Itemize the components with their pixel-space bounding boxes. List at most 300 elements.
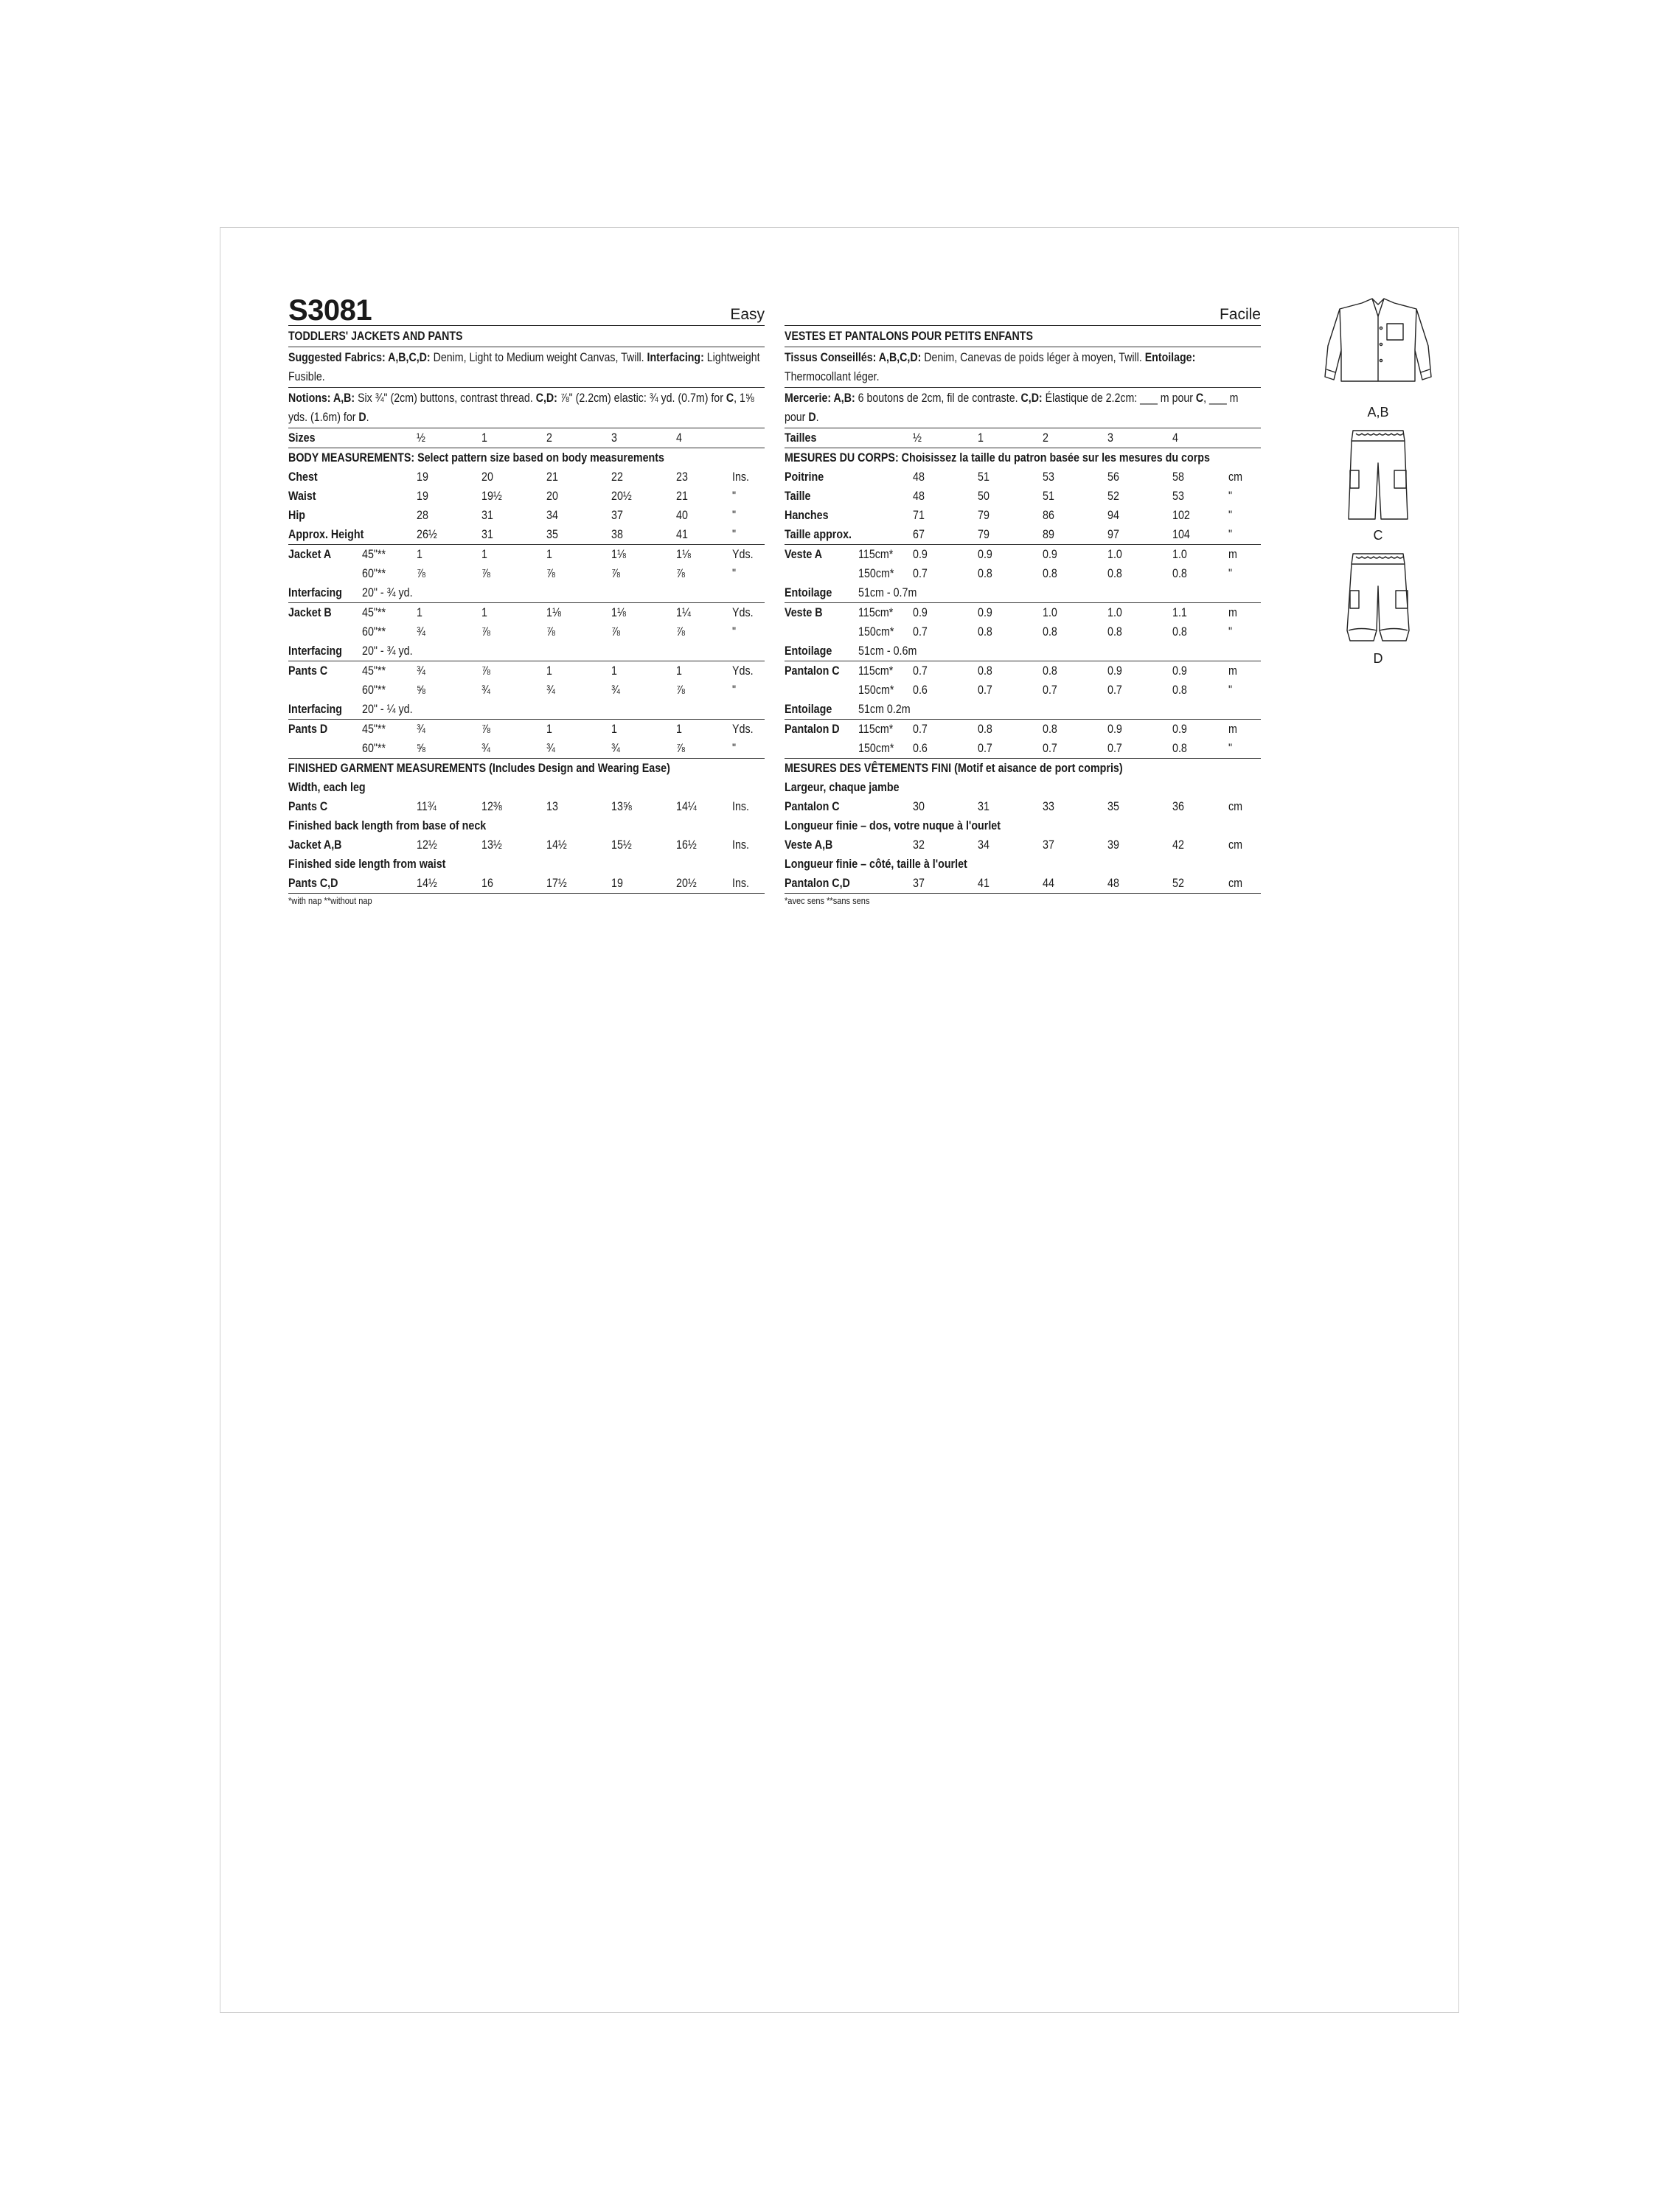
- fabric-width: 115cm*: [858, 722, 894, 736]
- yardage-value: 0.7: [978, 683, 992, 697]
- yardage-value: 0.7: [913, 566, 928, 580]
- yardage-value: 0.9: [1043, 547, 1057, 561]
- notions-label: Notions: A,B:: [288, 392, 355, 405]
- measurement-value: 37: [611, 508, 623, 522]
- notions-text: .: [815, 411, 819, 424]
- yardage-row: [785, 564, 1261, 583]
- measurement-value: 16: [481, 874, 546, 894]
- yardage-value: ¾: [417, 664, 425, 678]
- yardage-value: 1: [417, 605, 422, 619]
- row-label: Hip: [288, 508, 306, 522]
- measurement-table-en: [288, 428, 765, 894]
- yardage-value: 1: [546, 722, 552, 736]
- pants-c-drawing: [1304, 425, 1452, 524]
- notions-text: Six ¾" (2cm) buttons, contrast thread.: [355, 392, 536, 405]
- view-label: Veste A: [785, 547, 823, 561]
- measurement-value: 56: [1107, 470, 1119, 484]
- yardage-value: 0.8: [1172, 625, 1187, 639]
- yardage-value: ⅞: [481, 722, 490, 736]
- unit-label: ": [1228, 739, 1261, 759]
- yardage-value: 0.8: [978, 566, 992, 580]
- pattern-back-sheet: [220, 227, 1459, 2013]
- finished-measurements-heading: FINISHED GARMENT MEASUREMENTS (Includes Design and Wearing Ease): [288, 761, 670, 775]
- row-label: Veste A,B: [785, 838, 833, 852]
- yardage-value: 0.9: [978, 605, 992, 619]
- yardage-value: 0.8: [1043, 625, 1057, 639]
- notions-view-c: C: [1195, 392, 1204, 405]
- sizes-row: [288, 428, 765, 448]
- measurement-value: 16½: [676, 838, 697, 852]
- yardage-value: 0.8: [1043, 722, 1057, 736]
- yardage-value: 0.8: [1107, 566, 1122, 580]
- garment-title: TODDLERS' JACKETS AND PANTS: [288, 330, 463, 343]
- measurement-value: 102: [1172, 508, 1190, 522]
- finished-subheading: [288, 778, 765, 797]
- yardage-value: 1: [546, 547, 552, 561]
- yardage-value: 1: [676, 664, 682, 678]
- yardage-value: 0.7: [1107, 739, 1172, 759]
- finished-subheading: [288, 816, 765, 835]
- unit-label: ": [1228, 489, 1233, 503]
- yardage-row: [288, 622, 765, 641]
- fabrics-label: Suggested Fabrics: A,B,C,D:: [288, 351, 431, 364]
- measurement-value: 51: [1043, 489, 1054, 503]
- row-label: Poitrine: [785, 470, 824, 484]
- size-header: 4: [676, 428, 732, 448]
- section-heading: [288, 759, 765, 779]
- finished-subheading: Width, each leg: [288, 780, 366, 794]
- measurement-value: 41: [676, 525, 732, 545]
- measurement-value: 19½: [481, 489, 502, 503]
- view-label: Pantalon C: [785, 664, 840, 678]
- finished-row: [288, 797, 765, 816]
- yardage-row: [785, 545, 1261, 565]
- yardage-value: ⅞: [481, 625, 490, 639]
- measurement-value: 48: [913, 489, 925, 503]
- body-measurement-row: [288, 467, 765, 487]
- title-block-fr: [785, 326, 1261, 347]
- yardage-row: [785, 681, 1261, 700]
- measurement-value: 42: [1172, 838, 1184, 852]
- yardage-row: [288, 661, 765, 681]
- yardage-value: 0.7: [1043, 683, 1057, 697]
- unit-label: Yds.: [732, 664, 754, 678]
- measurement-value: 58: [1172, 470, 1184, 484]
- technical-drawings: [1304, 287, 1452, 667]
- fabric-width: 60"**: [362, 739, 417, 759]
- measurement-value: 31: [481, 525, 546, 545]
- interfacing-label: Interfacing: [288, 700, 362, 720]
- fabrics-block-fr: [785, 347, 1261, 388]
- measurement-value: 20½: [611, 489, 632, 503]
- size-header: ½: [913, 428, 978, 448]
- yardage-value: 1⅛: [611, 605, 626, 619]
- finished-row: [288, 874, 765, 894]
- finished-subheading: [785, 855, 1261, 874]
- yardage-value: ⅞: [611, 566, 620, 580]
- yardage-value: ¾: [611, 683, 620, 697]
- measurement-value: 34: [546, 508, 558, 522]
- interfacing-label: Entoilage: [785, 583, 858, 603]
- yardage-value: 0.9: [978, 547, 992, 561]
- size-header: 1: [978, 428, 1043, 448]
- yardage-row: [785, 622, 1261, 641]
- finished-row: [785, 835, 1261, 855]
- yardage-value: 0.8: [1172, 566, 1187, 580]
- yardage-value: 0.6: [913, 683, 928, 697]
- finished-subheading: [785, 816, 1261, 835]
- yardage-value: ¾: [546, 739, 611, 759]
- yardage-value: 1: [481, 605, 487, 619]
- notions-view-d: D: [808, 411, 816, 424]
- measurement-value: 86: [1043, 508, 1054, 522]
- measurement-value: 13½: [481, 838, 502, 852]
- fabrics-block-en: [288, 347, 765, 388]
- interfacing-text: Lightweight Fusible.: [288, 351, 760, 383]
- interfacing-row: [288, 583, 765, 603]
- size-header: 2: [1043, 428, 1107, 448]
- yardage-value: 0.7: [913, 625, 928, 639]
- body-measurement-row: [288, 525, 765, 545]
- row-label: Pantalon C,D: [785, 874, 913, 894]
- notions-cd-label: C,D:: [535, 392, 557, 405]
- body-measurement-row: [785, 487, 1261, 506]
- yardage-value: 0.7: [913, 664, 928, 678]
- row-label: Pants C: [288, 799, 328, 813]
- yardage-value: ⅞: [481, 566, 490, 580]
- notions-view-c: C: [726, 392, 734, 405]
- unit-label: m: [1228, 547, 1237, 561]
- unit-label: ": [1228, 683, 1233, 697]
- measurement-value: 38: [611, 525, 676, 545]
- interfacing-label: Interfacing: [288, 583, 362, 603]
- yardage-value: ⅞: [546, 625, 555, 639]
- unit-label: cm: [1228, 838, 1243, 852]
- measurement-value: 17½: [546, 874, 611, 894]
- interfacing-label: Entoilage: [785, 700, 858, 720]
- difficulty-level: Easy: [730, 306, 765, 323]
- yardage-value: 1.0: [1172, 547, 1187, 561]
- fabric-width: 150cm*: [858, 625, 894, 639]
- yardage-row: [785, 661, 1261, 681]
- notions-text: 6 boutons de 2cm, fil de contraste.: [855, 392, 1021, 405]
- measurement-value: 20: [481, 470, 493, 484]
- row-label: Waist: [288, 489, 316, 503]
- yardage-value: 0.6: [913, 739, 978, 759]
- measurement-value: 13: [546, 799, 558, 813]
- sizes-label: Tailles: [785, 428, 913, 448]
- interfacing-text: Thermocollant léger.: [785, 370, 880, 383]
- yardage-value: ⅞: [676, 683, 685, 697]
- finished-subheading: Longueur finie – côté, taille à l'ourlet: [785, 857, 967, 871]
- measurement-value: 19: [417, 470, 428, 484]
- yardage-row: [785, 739, 1261, 759]
- yardage-value: 0.8: [1172, 683, 1187, 697]
- measurement-value: 26½: [417, 525, 481, 545]
- yardage-value: ⅞: [611, 625, 620, 639]
- measurement-value: 11¾: [417, 799, 437, 813]
- difficulty-level: Facile: [1219, 306, 1261, 323]
- interfacing-row: [785, 641, 1261, 661]
- interfacing-amount: 51cm - 0.7m: [858, 583, 1261, 603]
- notions-text: , ___ m pour: [785, 392, 1239, 424]
- fabric-width: 45"**: [362, 605, 386, 619]
- measurement-value: 52: [1172, 874, 1228, 894]
- table-cell: [288, 739, 362, 759]
- french-column: [785, 294, 1261, 906]
- measurement-value: 14¼: [676, 799, 697, 813]
- yardage-value: 1⅛: [676, 547, 691, 561]
- unit-label: ": [732, 489, 737, 503]
- yardage-value: 0.7: [1107, 683, 1122, 697]
- section-heading: [785, 448, 1261, 468]
- body-measurement-row: [288, 506, 765, 525]
- fabric-width: 150cm*: [858, 566, 894, 580]
- notions-block-fr: [785, 388, 1261, 428]
- fabric-width: 60"**: [362, 566, 386, 580]
- size-header: 3: [1107, 428, 1172, 448]
- unit-label: ": [1228, 625, 1233, 639]
- yardage-row: [288, 564, 765, 583]
- row-label: Taille: [785, 489, 811, 503]
- measurement-value: 14½: [546, 838, 567, 852]
- measurement-value: 35: [546, 525, 611, 545]
- yardage-value: 1: [417, 547, 422, 561]
- fabric-width: 115cm*: [858, 664, 894, 678]
- unit-label: ": [1228, 566, 1233, 580]
- yardage-value: 1.0: [1107, 547, 1122, 561]
- measurement-value: 71: [913, 508, 925, 522]
- fabric-width: 45"**: [362, 547, 386, 561]
- measurement-value: 19: [611, 874, 676, 894]
- fabric-width: 45"**: [362, 722, 386, 736]
- notions-text: .: [366, 411, 369, 424]
- measurement-value: 89: [1043, 525, 1107, 545]
- unit-label: m: [1228, 664, 1237, 678]
- measurement-value: 37: [1043, 838, 1054, 852]
- size-header: 4: [1172, 428, 1228, 448]
- unit-label: cm: [1228, 470, 1243, 484]
- yardage-value: ⅞: [676, 566, 685, 580]
- table-cell: [785, 681, 858, 700]
- fabrics-label: Tissus Conseillés: A,B,C,D:: [785, 351, 922, 364]
- drawing-label-pants-c: C: [1373, 528, 1383, 543]
- yardage-value: 1: [611, 664, 617, 678]
- measurement-value: 28: [417, 508, 428, 522]
- measurement-value: 20½: [676, 874, 732, 894]
- table-cell: [785, 739, 858, 759]
- unit-label: Ins.: [732, 838, 750, 852]
- measurement-value: 32: [913, 838, 925, 852]
- pattern-number: S3081: [288, 294, 372, 327]
- yardage-value: 0.9: [1172, 722, 1187, 736]
- yardage-value: ¾: [417, 625, 425, 639]
- measurement-value: 31: [481, 508, 493, 522]
- unit-label: m: [1228, 605, 1237, 619]
- finished-subheading: Finished side length from waist: [288, 857, 446, 871]
- table-cell: [288, 622, 362, 641]
- unit-label: m: [1228, 722, 1237, 736]
- interfacing-amount: 20" - ¾ yd.: [362, 641, 765, 661]
- finished-subheading: Longueur finie – dos, votre nuque à l'ourlet: [785, 818, 1001, 832]
- yardage-value: 0.7: [978, 739, 1043, 759]
- yardage-value: ¾: [611, 739, 676, 759]
- measurement-value: 30: [913, 799, 925, 813]
- yardage-value: ⅞: [546, 566, 555, 580]
- fabric-width: 115cm*: [858, 605, 894, 619]
- fabric-width: 150cm*: [858, 683, 894, 697]
- interfacing-row: [785, 700, 1261, 720]
- body-measurements-heading: BODY MEASUREMENTS: Select pattern size based on body measurements: [288, 451, 664, 465]
- view-label: Pants D: [288, 722, 328, 736]
- size-header: 2: [546, 428, 611, 448]
- notions-view-d: D: [358, 411, 366, 424]
- measurement-value: 12½: [417, 838, 437, 852]
- yardage-row: [785, 603, 1261, 623]
- unit-label: ": [732, 739, 765, 759]
- yardage-value: 0.8: [1107, 625, 1122, 639]
- measurement-value: 34: [978, 838, 990, 852]
- interfacing-amount: 51cm 0.2m: [858, 700, 1261, 720]
- measurement-value: 51: [978, 470, 990, 484]
- unit-label: ": [732, 508, 737, 522]
- yardage-value: 0.8: [1172, 739, 1228, 759]
- yardage-value: 1¼: [676, 605, 691, 619]
- yardage-value: ¾: [481, 739, 546, 759]
- finished-subheading: Largeur, chaque jambe: [785, 780, 900, 794]
- measurement-value: 21: [546, 470, 558, 484]
- measurement-value: 50: [978, 489, 990, 503]
- finished-subheading: Finished back length from base of neck: [288, 818, 487, 832]
- yardage-row: [785, 720, 1261, 740]
- yardage-value: ⅝: [417, 739, 481, 759]
- notions-cd-label: C,D:: [1020, 392, 1043, 405]
- notions-block-en: [288, 388, 765, 428]
- finished-row: [785, 874, 1261, 894]
- garment-title: VESTES ET PANTALONS POUR PETITS ENFANTS: [785, 330, 1033, 343]
- yardage-value: 0.9: [1107, 722, 1122, 736]
- body-measurement-row: [288, 487, 765, 506]
- interfacing-label: Entoilage: [785, 641, 858, 661]
- yardage-value: ⅞: [676, 739, 732, 759]
- row-label: Jacket A,B: [288, 838, 342, 852]
- yardage-value: 0.8: [978, 722, 992, 736]
- body-measurement-row: [785, 467, 1261, 487]
- table-cell: [785, 564, 858, 583]
- header-fr: [785, 294, 1261, 326]
- unit-label: ": [732, 625, 737, 639]
- yardage-value: 0.7: [913, 722, 928, 736]
- yardage-value: ¾: [546, 683, 555, 697]
- yardage-value: ¾: [481, 683, 490, 697]
- measurement-value: 22: [611, 470, 623, 484]
- size-header: ½: [417, 428, 481, 448]
- table-cell: [785, 622, 858, 641]
- yardage-value: 1⅛: [611, 547, 626, 561]
- view-label: Jacket B: [288, 605, 332, 619]
- measurement-value: 33: [1043, 799, 1054, 813]
- measurement-value: 79: [978, 525, 1043, 545]
- yardage-row: [288, 545, 765, 565]
- english-column: [288, 294, 765, 906]
- size-header: 3: [611, 428, 676, 448]
- row-label: Hanches: [785, 508, 829, 522]
- yardage-row: [288, 603, 765, 623]
- notions-text: Élastique de 2.2cm: ___ m pour: [1042, 392, 1196, 405]
- measurement-value: 23: [676, 470, 688, 484]
- yardage-row: [288, 681, 765, 700]
- body-measurements-heading: MESURES DU CORPS: Choisissez la taille du patron basée sur les mesures du corps: [785, 451, 1210, 465]
- section-heading: [785, 759, 1261, 779]
- finished-row: [785, 797, 1261, 816]
- yardage-value: 0.8: [1043, 566, 1057, 580]
- fabric-width: 150cm*: [858, 739, 913, 759]
- measurement-value: 37: [913, 874, 978, 894]
- row-label: Chest: [288, 470, 318, 484]
- measurement-table-fr: [785, 428, 1261, 894]
- table-cell: [288, 681, 362, 700]
- view-label: Pants C: [288, 664, 328, 678]
- measurement-value: 52: [1107, 489, 1119, 503]
- measurement-value: 41: [978, 874, 1043, 894]
- yardage-row: [288, 739, 765, 759]
- interfacing-amount: 20" - ¼ yd.: [362, 700, 765, 720]
- unit-label: Ins.: [732, 470, 750, 484]
- yardage-value: ⅞: [676, 625, 685, 639]
- row-label: Pants C,D: [288, 874, 417, 894]
- unit-label: cm: [1228, 799, 1243, 813]
- jacket-drawing: [1304, 287, 1452, 401]
- yardage-value: 0.9: [913, 547, 928, 561]
- yardage-value: 1: [481, 547, 487, 561]
- interfacing-row: [288, 641, 765, 661]
- size-header: 1: [481, 428, 546, 448]
- yardage-value: 1.0: [1043, 605, 1057, 619]
- footnote-en: *with nap **without nap: [288, 895, 372, 906]
- fabrics-text: Denim, Canevas de poids léger à moyen, Twill.: [921, 351, 1145, 364]
- yardage-value: 0.8: [978, 625, 992, 639]
- notions-text: ⅞" (2.2cm) elastic: ¾ yd. (0.7m) for: [557, 392, 726, 405]
- measurement-value: 35: [1107, 799, 1119, 813]
- measurement-value: 21: [676, 489, 688, 503]
- measurement-value: 20: [546, 489, 558, 503]
- measurement-value: 14½: [417, 874, 481, 894]
- yardage-value: 0.9: [1107, 664, 1122, 678]
- measurement-value: 19: [417, 489, 428, 503]
- measurement-value: 67: [913, 525, 978, 545]
- header-en: [288, 294, 765, 326]
- yardage-value: ⅞: [417, 566, 425, 580]
- unit-label: Ins.: [732, 799, 750, 813]
- view-label: Pantalon D: [785, 722, 840, 736]
- measurement-value: 40: [676, 508, 688, 522]
- measurement-value: 31: [978, 799, 990, 813]
- yardage-value: ¾: [417, 722, 425, 736]
- sizes-label: Sizes: [288, 428, 417, 448]
- body-measurement-row: [785, 525, 1261, 545]
- yardage-value: ⅞: [481, 664, 490, 678]
- measurement-value: 79: [978, 508, 990, 522]
- unit-label: Yds.: [732, 547, 754, 561]
- yardage-value: 1: [546, 664, 552, 678]
- interfacing-label: Interfacing:: [647, 351, 704, 364]
- unit-label: Yds.: [732, 722, 754, 736]
- measurement-value: 48: [1107, 874, 1172, 894]
- fabric-width: 60"**: [362, 683, 386, 697]
- finished-row: [288, 835, 765, 855]
- yardage-row: [288, 720, 765, 740]
- sizes-row: [785, 428, 1261, 448]
